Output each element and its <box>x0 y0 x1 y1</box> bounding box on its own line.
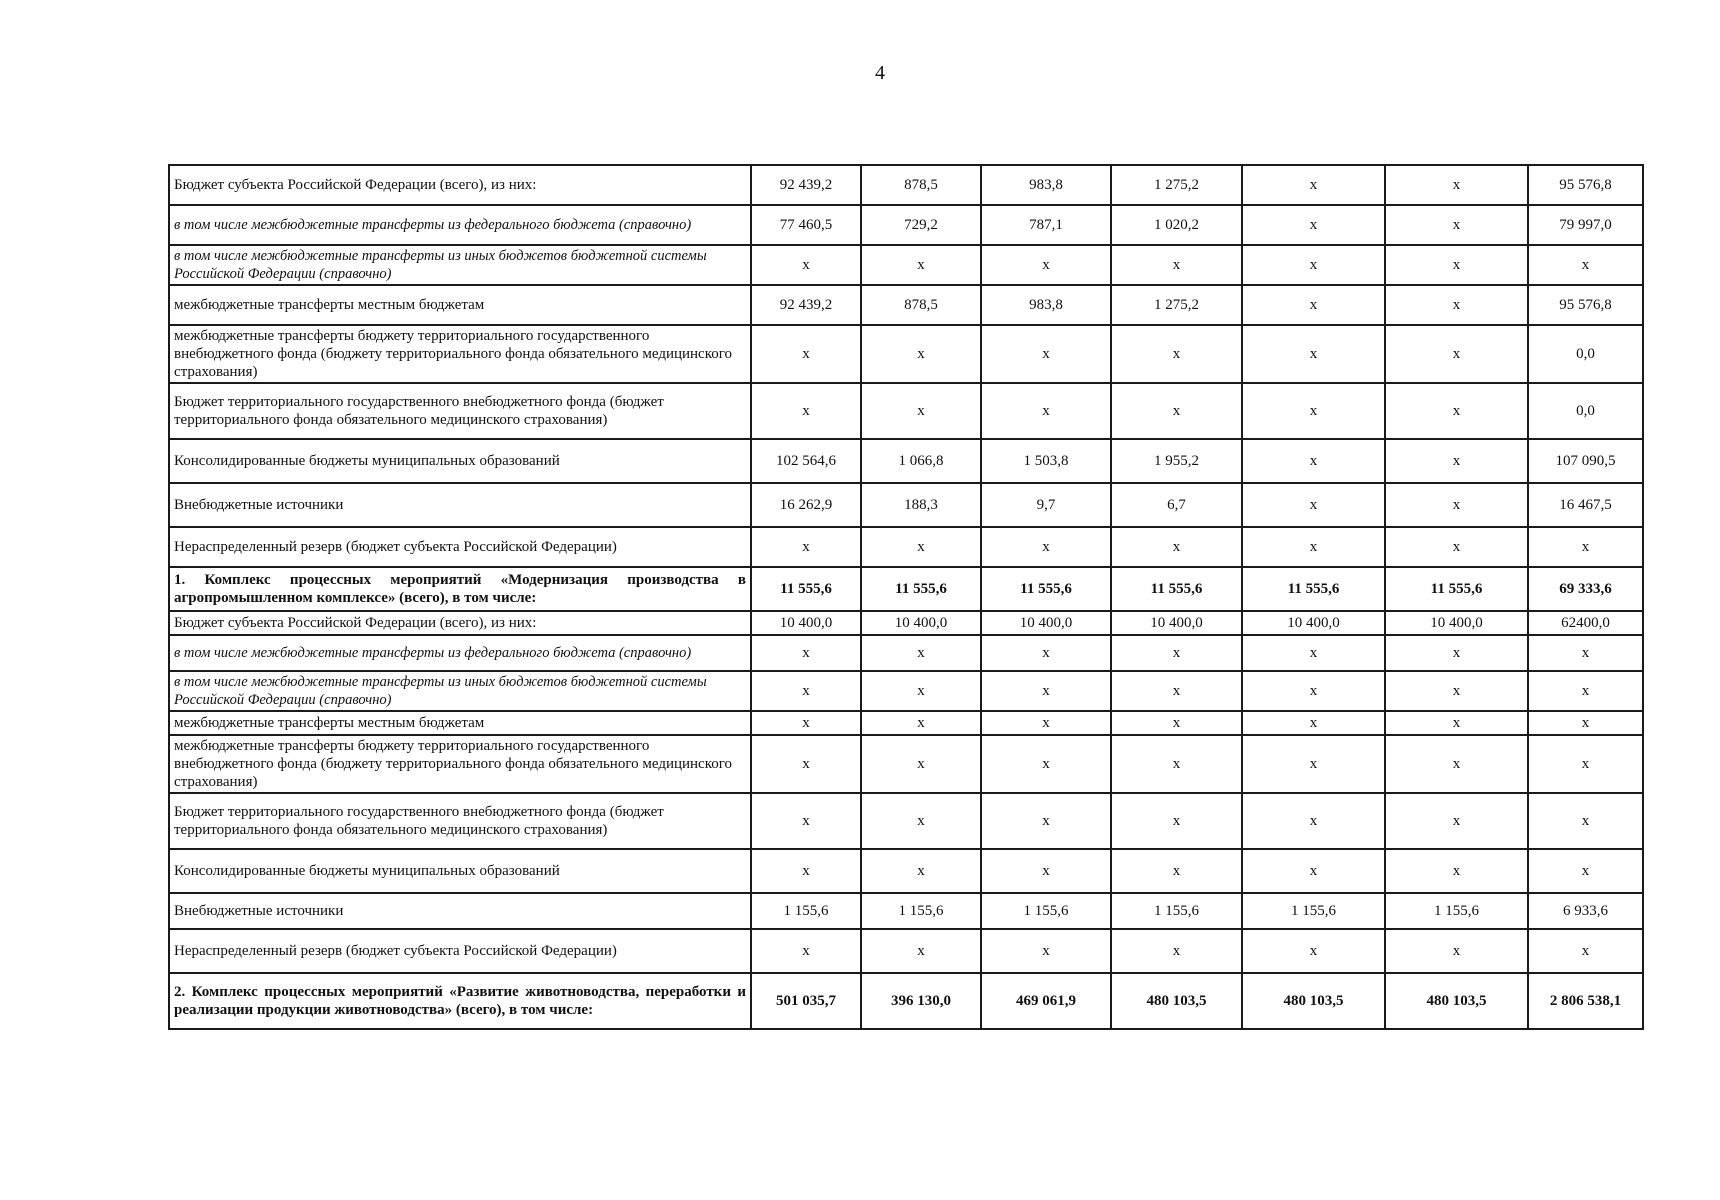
value-cell: x <box>751 793 861 849</box>
value-cell: 1 155,6 <box>861 893 981 929</box>
value-cell: 983,8 <box>981 165 1111 205</box>
row-label: Консолидированные бюджеты муниципальных образований <box>169 849 751 893</box>
value-cell: 1 020,2 <box>1111 205 1242 245</box>
value-cell: 480 103,5 <box>1242 973 1385 1029</box>
value-cell: x <box>981 929 1111 973</box>
value-cell: x <box>1385 483 1528 527</box>
table-row <box>169 483 1643 527</box>
value-cell: x <box>861 527 981 567</box>
value-cell: 480 103,5 <box>1385 973 1528 1029</box>
value-cell: 1 155,6 <box>981 893 1111 929</box>
value-cell: 878,5 <box>861 285 981 325</box>
value-cell: x <box>981 793 1111 849</box>
row-label: 1. Комплекс процессных мероприятий «Модернизация производства в агропромышленном комплексе» (всего), в том числе: <box>169 567 751 611</box>
row-label: Консолидированные бюджеты муниципальных образований <box>169 439 751 483</box>
row-label: Бюджет территориального государственного внебюджетного фонда (бюджет территориального фонда обязательного медицинского страхования) <box>169 793 751 849</box>
value-cell: 11 555,6 <box>981 567 1111 611</box>
value-cell: 2 806 538,1 <box>1528 973 1643 1029</box>
value-cell: x <box>1111 849 1242 893</box>
value-cell: x <box>751 325 861 383</box>
value-cell: x <box>1385 285 1528 325</box>
value-cell: 95 576,8 <box>1528 165 1643 205</box>
value-cell: 729,2 <box>861 205 981 245</box>
value-cell: x <box>1111 325 1242 383</box>
value-cell: x <box>1528 929 1643 973</box>
value-cell: x <box>981 735 1111 793</box>
table-row <box>169 973 1643 1029</box>
value-cell: x <box>1385 671 1528 711</box>
value-cell: x <box>861 735 981 793</box>
value-cell: 11 555,6 <box>1242 567 1385 611</box>
value-cell: 0,0 <box>1528 383 1643 439</box>
value-cell: x <box>1242 929 1385 973</box>
value-cell: 11 555,6 <box>751 567 861 611</box>
value-cell: 16 467,5 <box>1528 483 1643 527</box>
value-cell: 10 400,0 <box>1111 611 1242 635</box>
value-cell: 69 333,6 <box>1528 567 1643 611</box>
value-cell: x <box>1242 793 1385 849</box>
value-cell: x <box>1242 735 1385 793</box>
value-cell: 396 130,0 <box>861 973 981 1029</box>
value-cell: x <box>1528 245 1643 285</box>
value-cell: x <box>751 245 861 285</box>
value-cell: 10 400,0 <box>1242 611 1385 635</box>
table-body <box>169 165 1643 1029</box>
value-cell: x <box>861 671 981 711</box>
row-label: в том числе межбюджетные трансферты из иных бюджетов бюджетной системы Российской Федерации (справочно) <box>169 671 751 711</box>
value-cell: x <box>751 527 861 567</box>
value-cell: 1 275,2 <box>1111 285 1242 325</box>
value-cell: 16 262,9 <box>751 483 861 527</box>
value-cell: x <box>1528 671 1643 711</box>
value-cell: 1 066,8 <box>861 439 981 483</box>
value-cell: x <box>981 635 1111 671</box>
value-cell: x <box>1242 325 1385 383</box>
value-cell: 501 035,7 <box>751 973 861 1029</box>
value-cell: x <box>1528 849 1643 893</box>
value-cell: x <box>861 245 981 285</box>
value-cell: x <box>751 849 861 893</box>
value-cell: 77 460,5 <box>751 205 861 245</box>
row-label: Нераспределенный резерв (бюджет субъекта Российской Федерации) <box>169 929 751 973</box>
value-cell: x <box>981 849 1111 893</box>
value-cell: x <box>1242 245 1385 285</box>
value-cell: 92 439,2 <box>751 285 861 325</box>
table-row <box>169 929 1643 973</box>
table-row <box>169 439 1643 483</box>
value-cell: x <box>1242 383 1385 439</box>
value-cell: x <box>1242 635 1385 671</box>
value-cell: 107 090,5 <box>1528 439 1643 483</box>
value-cell: 11 555,6 <box>861 567 981 611</box>
row-label: в том числе межбюджетные трансферты из федерального бюджета (справочно) <box>169 635 751 671</box>
table-row <box>169 611 1643 635</box>
table-row <box>169 793 1643 849</box>
value-cell: 11 555,6 <box>1385 567 1528 611</box>
row-label: Внебюджетные источники <box>169 483 751 527</box>
table-row <box>169 893 1643 929</box>
table-row <box>169 849 1643 893</box>
row-label: Бюджет субъекта Российской Федерации (всего), из них: <box>169 165 751 205</box>
value-cell: 102 564,6 <box>751 439 861 483</box>
value-cell: 10 400,0 <box>861 611 981 635</box>
value-cell: 983,8 <box>981 285 1111 325</box>
value-cell: x <box>1528 635 1643 671</box>
value-cell: 1 955,2 <box>1111 439 1242 483</box>
row-label: Нераспределенный резерв (бюджет субъекта Российской Федерации) <box>169 527 751 567</box>
table-row <box>169 325 1643 383</box>
table-row <box>169 527 1643 567</box>
value-cell: x <box>981 711 1111 735</box>
value-cell: 0,0 <box>1528 325 1643 383</box>
value-cell: x <box>861 383 981 439</box>
value-cell: x <box>1385 711 1528 735</box>
value-cell: x <box>861 325 981 383</box>
value-cell: x <box>1111 793 1242 849</box>
row-label: Внебюджетные источники <box>169 893 751 929</box>
row-label: межбюджетные трансферты бюджету территориального государственного внебюджетного фонда (бюджету территориального фонда обязательного медицинского страхования) <box>169 325 751 383</box>
row-label: 2. Комплекс процессных мероприятий «Развитие животноводства, переработки и реализации продукции животноводства» (всего), в том числе: <box>169 973 751 1029</box>
value-cell: x <box>861 793 981 849</box>
table-row <box>169 245 1643 285</box>
table-row <box>169 735 1643 793</box>
value-cell: 878,5 <box>861 165 981 205</box>
budget-table <box>168 164 1644 1030</box>
value-cell: 1 155,6 <box>751 893 861 929</box>
value-cell: 188,3 <box>861 483 981 527</box>
value-cell: x <box>1385 849 1528 893</box>
value-cell: x <box>1242 285 1385 325</box>
value-cell: x <box>861 849 981 893</box>
table-row <box>169 165 1643 205</box>
value-cell: 6,7 <box>1111 483 1242 527</box>
value-cell: x <box>751 929 861 973</box>
value-cell: x <box>861 711 981 735</box>
value-cell: x <box>1385 165 1528 205</box>
value-cell: x <box>1385 735 1528 793</box>
value-cell: 787,1 <box>981 205 1111 245</box>
value-cell: x <box>1385 245 1528 285</box>
value-cell: x <box>751 735 861 793</box>
value-cell: x <box>1242 439 1385 483</box>
value-cell: x <box>1111 245 1242 285</box>
value-cell: x <box>1385 325 1528 383</box>
value-cell: 1 155,6 <box>1111 893 1242 929</box>
page-number: 4 <box>875 62 885 84</box>
value-cell: x <box>1111 527 1242 567</box>
value-cell: x <box>1242 165 1385 205</box>
value-cell: 10 400,0 <box>981 611 1111 635</box>
table-row <box>169 711 1643 735</box>
value-cell: 9,7 <box>981 483 1111 527</box>
value-cell: x <box>1242 483 1385 527</box>
value-cell: x <box>981 325 1111 383</box>
value-cell: x <box>1528 527 1643 567</box>
value-cell: x <box>981 245 1111 285</box>
value-cell: 1 503,8 <box>981 439 1111 483</box>
value-cell: 10 400,0 <box>751 611 861 635</box>
value-cell: 1 155,6 <box>1242 893 1385 929</box>
value-cell: x <box>1242 205 1385 245</box>
value-cell: x <box>1111 671 1242 711</box>
table-row <box>169 205 1643 245</box>
value-cell: x <box>981 527 1111 567</box>
value-cell: x <box>1242 849 1385 893</box>
value-cell: 62400,0 <box>1528 611 1643 635</box>
value-cell: x <box>1242 711 1385 735</box>
row-label: межбюджетные трансферты бюджету территориального государственного внебюджетного фонда (бюджету территориального фонда обязательного медицинского страхования) <box>169 735 751 793</box>
value-cell: 92 439,2 <box>751 165 861 205</box>
value-cell: 11 555,6 <box>1111 567 1242 611</box>
value-cell: x <box>861 635 981 671</box>
value-cell: 1 275,2 <box>1111 165 1242 205</box>
row-label: в том числе межбюджетные трансферты из федерального бюджета (справочно) <box>169 205 751 245</box>
table-row <box>169 285 1643 325</box>
value-cell: x <box>1385 383 1528 439</box>
table-row <box>169 383 1643 439</box>
value-cell: x <box>1111 635 1242 671</box>
row-label: в том числе межбюджетные трансферты из иных бюджетов бюджетной системы Российской Федерации (справочно) <box>169 245 751 285</box>
row-label: межбюджетные трансферты местным бюджетам <box>169 711 751 735</box>
value-cell: x <box>1385 439 1528 483</box>
value-cell: 1 155,6 <box>1385 893 1528 929</box>
value-cell: x <box>1385 527 1528 567</box>
row-label: Бюджет субъекта Российской Федерации (всего), из них: <box>169 611 751 635</box>
value-cell: x <box>751 383 861 439</box>
table-row <box>169 671 1643 711</box>
table-row <box>169 567 1643 611</box>
value-cell: x <box>751 671 861 711</box>
value-cell: x <box>1111 711 1242 735</box>
value-cell: x <box>1528 711 1643 735</box>
value-cell: 480 103,5 <box>1111 973 1242 1029</box>
value-cell: x <box>751 635 861 671</box>
value-cell: x <box>1528 735 1643 793</box>
value-cell: x <box>1528 793 1643 849</box>
row-label: межбюджетные трансферты местным бюджетам <box>169 285 751 325</box>
value-cell: x <box>981 671 1111 711</box>
value-cell: x <box>1111 383 1242 439</box>
value-cell: x <box>861 929 981 973</box>
value-cell: x <box>1385 793 1528 849</box>
value-cell: x <box>1111 929 1242 973</box>
value-cell: x <box>1111 735 1242 793</box>
value-cell: x <box>1242 527 1385 567</box>
value-cell: 469 061,9 <box>981 973 1111 1029</box>
value-cell: x <box>981 383 1111 439</box>
value-cell: 79 997,0 <box>1528 205 1643 245</box>
value-cell: x <box>1385 205 1528 245</box>
row-label: Бюджет территориального государственного внебюджетного фонда (бюджет территориального фонда обязательного медицинского страхования) <box>169 383 751 439</box>
value-cell: x <box>751 711 861 735</box>
value-cell: x <box>1242 671 1385 711</box>
value-cell: 95 576,8 <box>1528 285 1643 325</box>
table-row <box>169 635 1643 671</box>
value-cell: 10 400,0 <box>1385 611 1528 635</box>
value-cell: 6 933,6 <box>1528 893 1643 929</box>
value-cell: x <box>1385 635 1528 671</box>
value-cell: x <box>1385 929 1528 973</box>
